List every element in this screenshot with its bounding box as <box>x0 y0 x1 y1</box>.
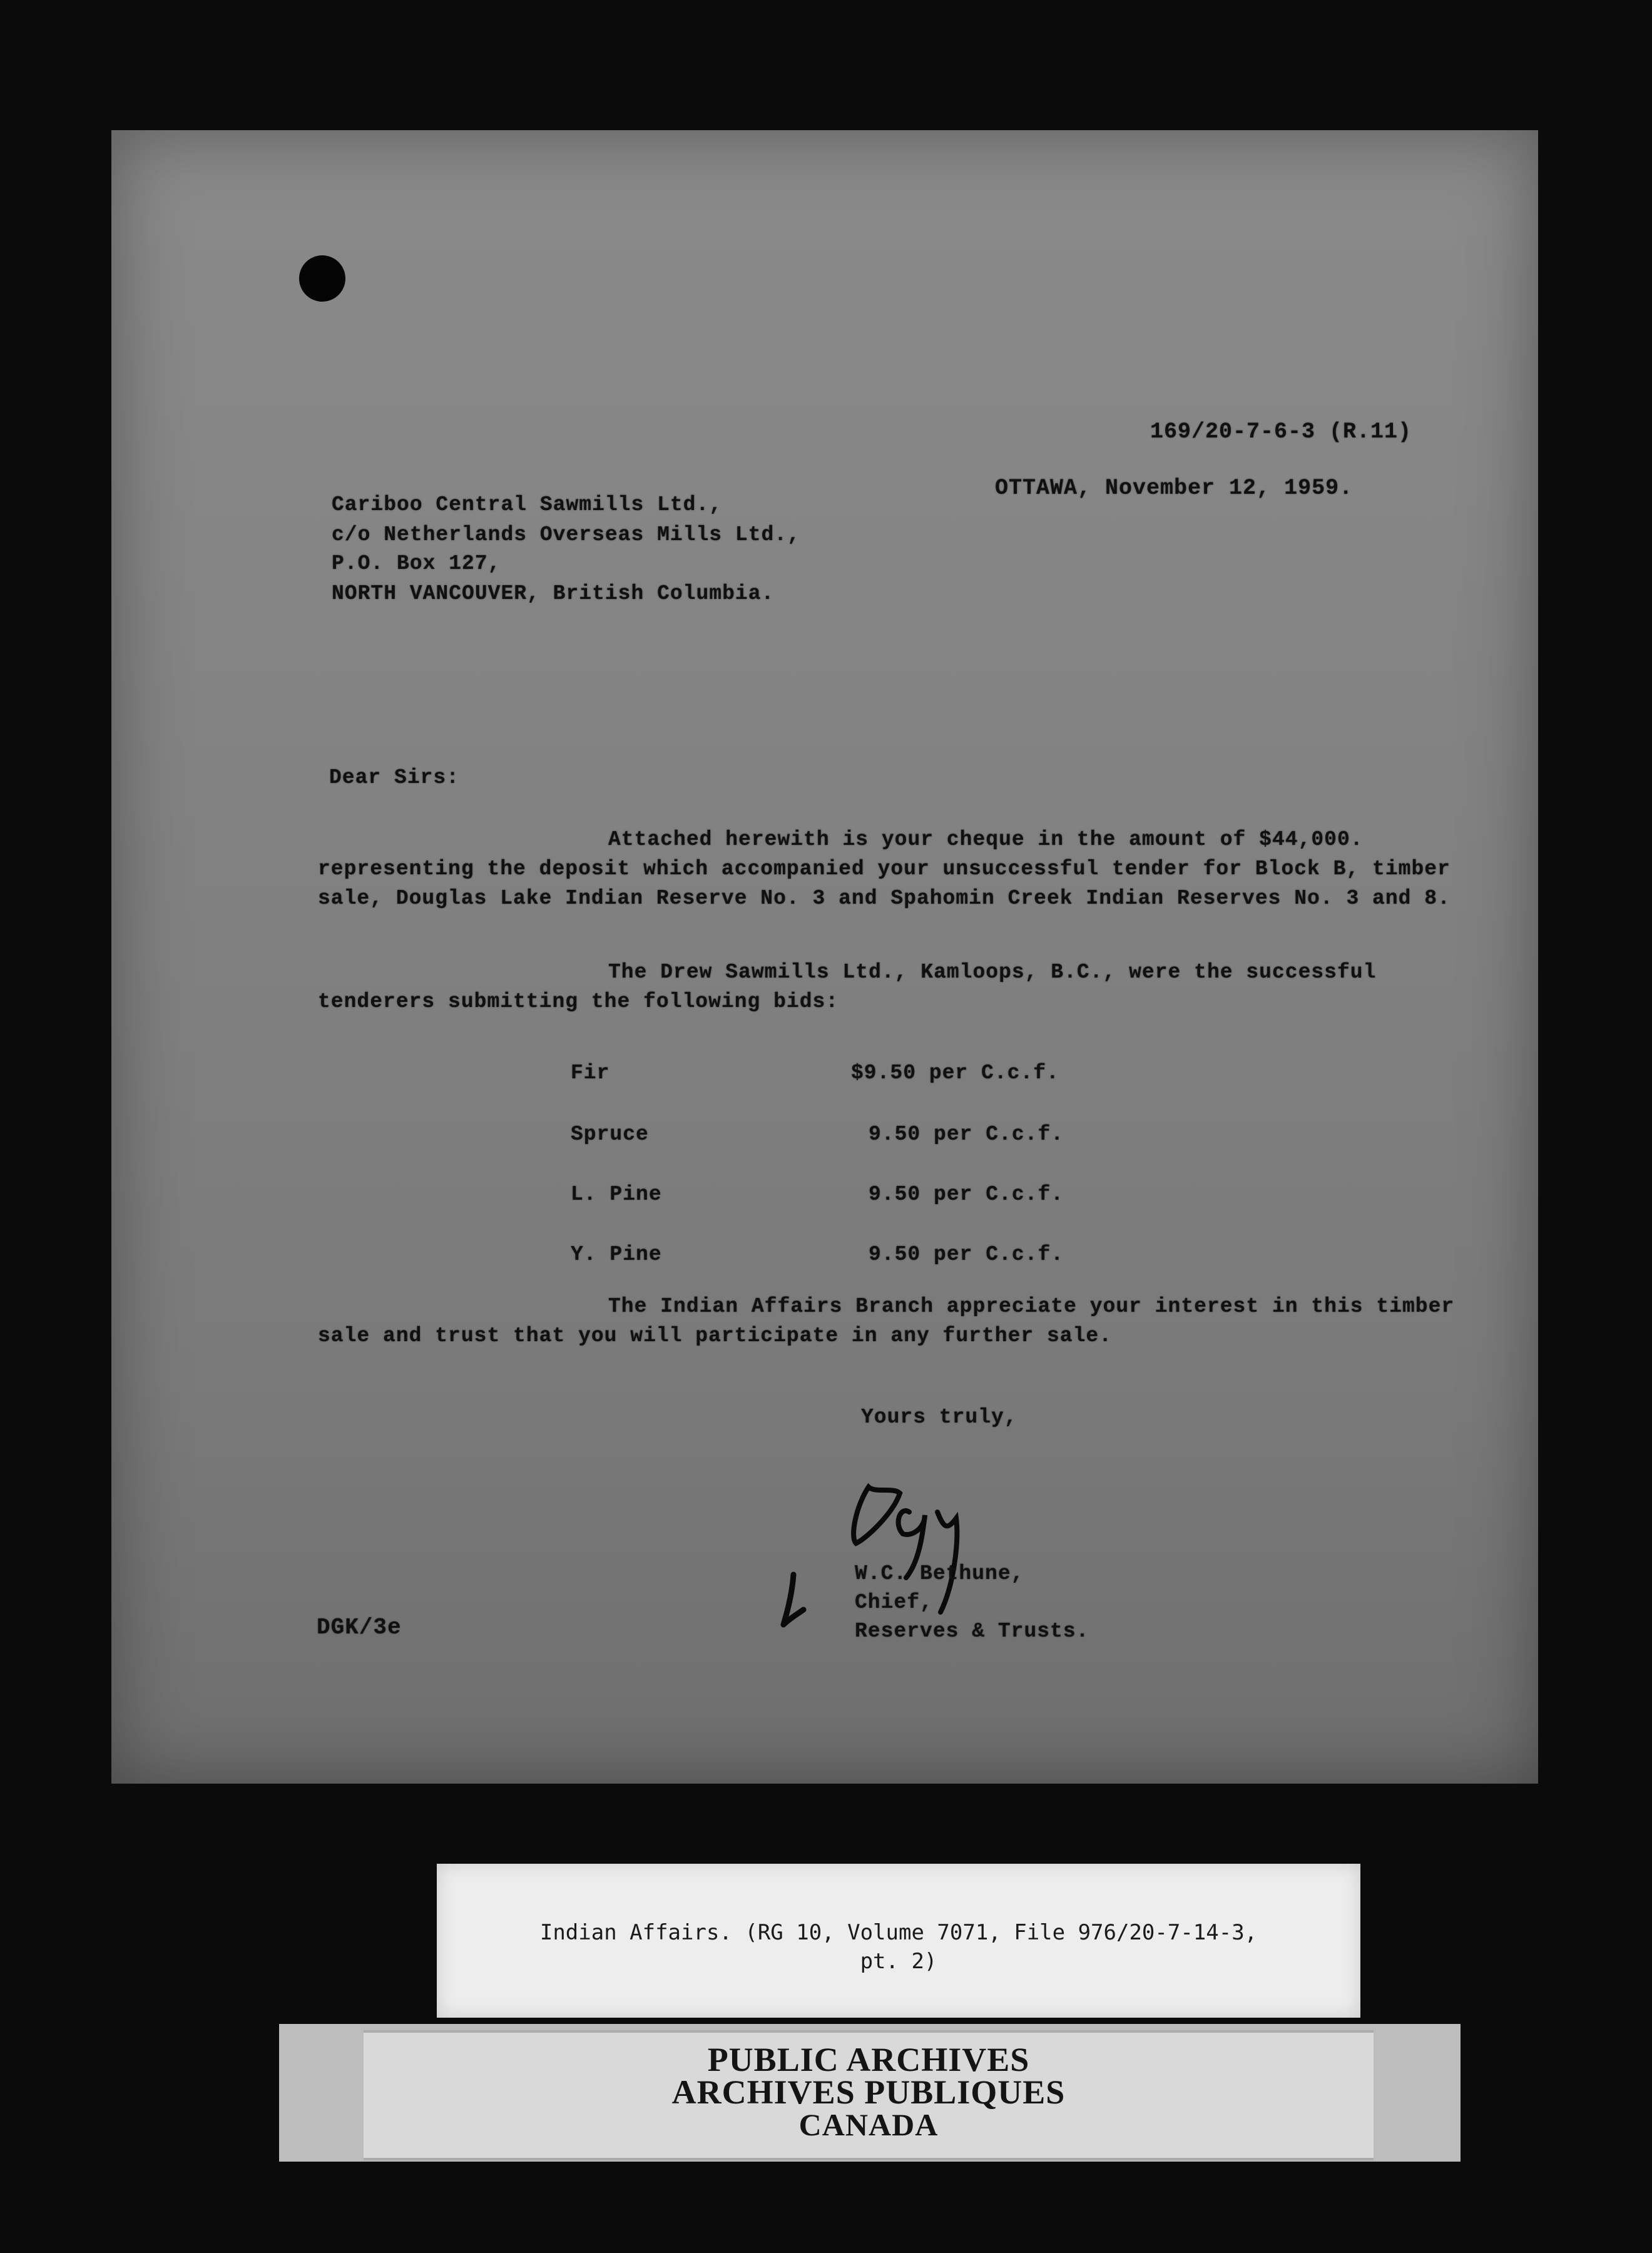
bid-row <box>111 1061 1538 1099</box>
signatory-name: W.C. Bethune, <box>855 1562 1024 1585</box>
bid-species: Fir <box>571 1061 610 1085</box>
bid-row <box>111 1123 1538 1160</box>
address-line: Cariboo Central Sawmills Ltd., <box>332 493 723 516</box>
bid-species: Spruce <box>571 1123 649 1146</box>
reference-initials: DGK/3e <box>317 1615 402 1640</box>
archive-stamp-line: PUBLIC ARCHIVES <box>707 2041 1030 2078</box>
address-line: P.O. Box 127, <box>332 552 501 575</box>
bid-species: Y. Pine <box>571 1243 662 1266</box>
archive-reference-line: pt. 2) <box>860 1949 937 1974</box>
archive-stamp-line: ARCHIVES PUBLIQUES <box>671 2073 1066 2111</box>
place-date: OTTAWA, November 12, 1959. <box>995 476 1354 501</box>
archive-reference-line: Indian Affairs. (RG 10, Volume 7071, File 976/20-7-14-3, <box>539 1920 1258 1945</box>
letter-page <box>111 130 1538 1784</box>
bid-species: L. Pine <box>571 1183 662 1206</box>
bid-price: 9.50 per C.c.f. <box>869 1123 1064 1146</box>
file-reference: 169/20-7-6-3 (R.11) <box>1150 419 1412 444</box>
signatory-title: Chief, <box>855 1591 933 1614</box>
address-line: NORTH VANCOUVER, British Columbia. <box>332 582 775 605</box>
punch-hole <box>299 255 345 302</box>
address-line: c/o Netherlands Overseas Mills Ltd., <box>332 523 800 546</box>
bid-price: 9.50 per C.c.f. <box>869 1243 1064 1266</box>
bid-price: 9.50 per C.c.f. <box>869 1183 1064 1206</box>
signatory-department: Reserves & Trusts. <box>855 1620 1089 1643</box>
salutation: Dear Sirs: <box>329 766 460 789</box>
body-paragraph-3: The Indian Affairs Branch appreciate your interest in this timber sale and trust that you will participate in any further sale. <box>318 1295 1455 1347</box>
body-paragraph-1: Attached herewith is your cheque in the amount of $44,000. representing the deposit which accompanied your unsuccessful tender for Block B, timber sale, Douglas Lake Indian Reserve No. 3 and Spahomin Creek Indian Reserves No. 3 and 8. <box>318 828 1451 910</box>
archive-stamp <box>364 2030 1374 2160</box>
archive-stamp-band <box>279 2024 1461 2162</box>
bid-row <box>111 1243 1538 1280</box>
bid-price: $9.50 per C.c.f. <box>851 1061 1059 1085</box>
bid-row <box>111 1183 1538 1220</box>
body-paragraph-2: The Drew Sawmills Ltd., Kamloops, B.C., were the successful tenderers submitting the following bids: <box>318 961 1377 1013</box>
closing: Yours truly, <box>861 1406 1017 1429</box>
archive-reference-card <box>437 1864 1360 2018</box>
archive-stamp-line: CANADA <box>798 2107 939 2142</box>
